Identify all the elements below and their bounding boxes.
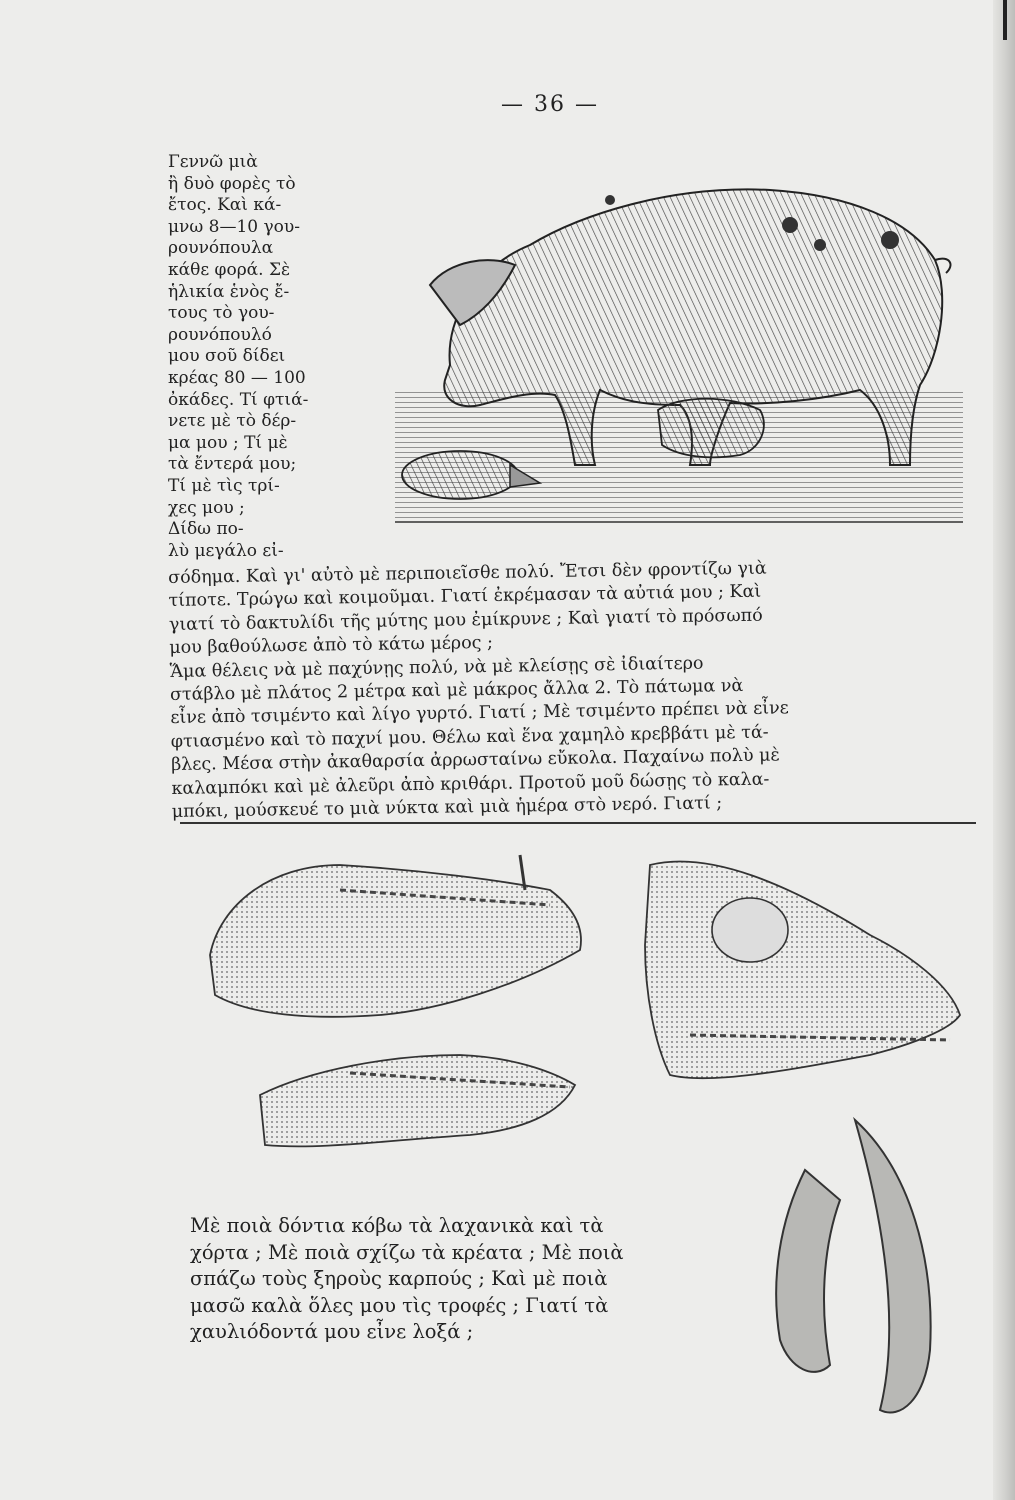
text-line: σπάζω τοὺς ξηροὺς καρπούς ; Καὶ μὲ ποιὰ — [190, 1267, 608, 1290]
text-line: ἔτος. Καὶ κά- — [168, 195, 282, 216]
text-line: τὰ ἔντερά μου; — [168, 454, 297, 475]
text-line: Δίδω πο- — [168, 519, 244, 540]
text-line: λὺ μεγάλο εἰ- — [168, 540, 284, 561]
text-line: τίποτε. Τρώγω καὶ κοιμοῦμαι. Γιατί ἐκρέμασαν τὰ αὐτιά μου ; Καὶ — [168, 582, 762, 612]
text-line: χες μου ; — [168, 497, 245, 518]
text-line: σόδημα. Καὶ γι' αὐτὸ μὲ περιποιεῖσθε πολύ. Ἔτσι δὲν φροντίζω γιὰ — [168, 558, 767, 588]
text-line: χαυλιόδοντά μου εἶνε λοξά ; — [190, 1320, 474, 1343]
page-number: — 36 — — [501, 92, 599, 117]
section-divider — [180, 822, 976, 824]
page-edge-shadow — [993, 0, 1015, 1500]
text-line: γιατί τὸ δακτυλίδι τῆς μύτης μου ἐμίκρυνε ; Καὶ γιατί τὸ πρόσωπό — [168, 605, 763, 635]
tusks-illustration — [760, 1110, 970, 1440]
text-line: νετε μὲ τὸ δέρ- — [168, 411, 297, 432]
text-line: Τί μὲ τὶς τρί- — [168, 475, 280, 496]
text-line: ἢ δυὸ φορὲς τὸ — [168, 173, 296, 194]
text-line: μου σοῦ δίδει — [168, 346, 286, 367]
pig-illustration — [390, 165, 968, 527]
body-text — [168, 554, 972, 824]
text-line: εἶνε ἀπὸ τσιμέντο καὶ λίγο γυρτό. Γιατί ; Μὲ τσιμέντο πρέπει νὰ εἶνε — [170, 698, 789, 729]
text-line: καλαμπόκι καὶ μὲ ἀλεῦρι ἀπὸ κριθάρι. Προτοῦ μοῦ δώσῃς τὸ καλα- — [171, 769, 770, 799]
text-line: μου βαθούλωσε ἀπὸ τὸ κάτω μέρος ; — [169, 633, 494, 659]
text-line: στάβλο μὲ πλάτος 2 μέτρα καὶ μὲ μάκρος ἄλλα 2. Τὸ πάτωμα νὰ — [169, 676, 744, 706]
caption-text — [190, 1213, 750, 1346]
text-line: τους τὸ γου- — [168, 303, 275, 324]
text-line: Ἅμα θέλεις νὰ μὲ παχύνῃς πολύ, νὰ μὲ κλείσῃς σὲ ἰδιαίτερο — [169, 653, 704, 682]
text-line: φτιασμένο καὶ τὸ παχνί μου. Θέλω καὶ ἕνα χαμηλὸ κρεββάτι μὲ τά- — [170, 722, 769, 752]
text-line: ρουνόπουλα — [168, 238, 274, 259]
text-line: ρουνόπουλό — [168, 324, 272, 345]
side-text-column — [168, 152, 346, 562]
text-line: χόρτα ; Μὲ ποιὰ σχίζω τὰ κρέατα ; Μὲ ποιὰ — [190, 1240, 624, 1264]
text-line: κάθε φορά. Σὲ — [168, 259, 291, 280]
text-line: ὀκάδες. Τί φτιά- — [168, 389, 309, 410]
text-line: ἡλικία ἑνὸς ἔ- — [168, 281, 290, 302]
text-line: μα μου ; Τί μὲ — [168, 432, 288, 453]
text-line: Γεννῶ μιὰ — [168, 152, 258, 172]
text-line: Μὲ ποιὰ δόντια κόβω τὰ λαχανικὰ καὶ τὰ — [190, 1214, 604, 1237]
text-line: μνω 8—10 γου- — [168, 216, 300, 237]
text-line: βλες. Μέσα στὴν ἀκαθαρσία ἀρρωσταίνω εὔκολα. Παχαίνω πολὺ μὲ — [170, 745, 781, 776]
text-line: κρέας 80 — 100 — [168, 367, 306, 388]
edge-mark — [1003, 0, 1007, 40]
text-line: μπόκι, μούσκευέ το μιὰ νύκτα καὶ μιὰ ἡμέρα στὸ νερό. Γιατί ; — [171, 793, 723, 823]
text-line: μασῶ καλὰ ὅλες μου τὶς τροφές ; Γιατί τὰ — [190, 1293, 609, 1317]
